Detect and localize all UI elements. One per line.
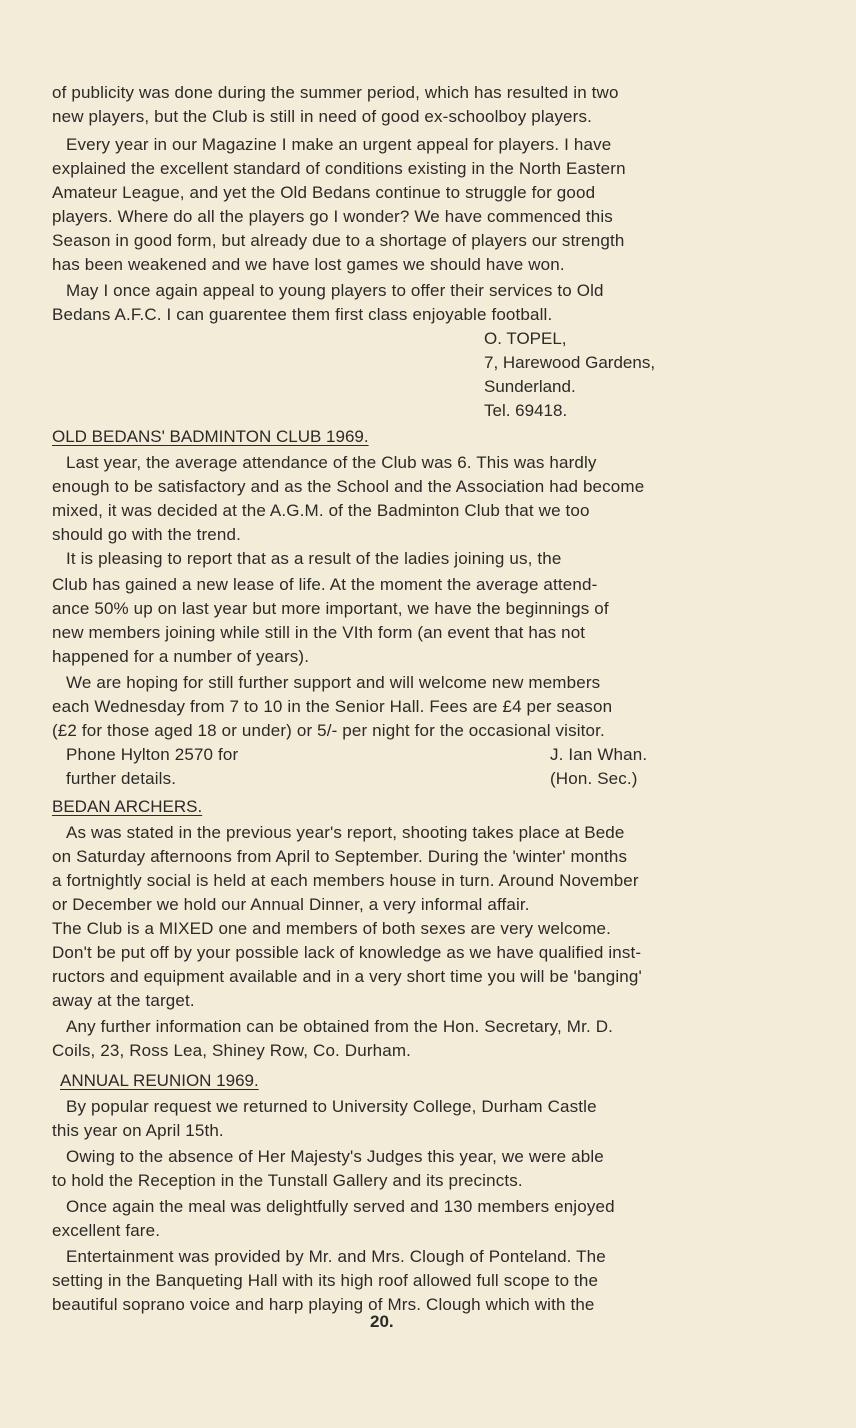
paragraph-line: should go with the trend. bbox=[52, 525, 241, 544]
paragraph-line: (£2 for those aged 18 or under) or 5/- per night for the occasional visitor. bbox=[52, 721, 605, 740]
paragraph-line: happened for a number of years). bbox=[52, 647, 310, 666]
paragraph-line: new members joining while still in the VIth form (an event that has not bbox=[52, 623, 586, 642]
secretary-title: (Hon. Sec.) bbox=[550, 769, 638, 788]
paragraph-line: away at the target. bbox=[52, 991, 195, 1010]
paragraph-line: or December we hold our Annual Dinner, a very informal affair. bbox=[52, 895, 530, 914]
paragraph-line: each Wednesday from 7 to 10 in the Senior Hall. Fees are £4 per season bbox=[52, 697, 613, 716]
page-number: 20. bbox=[370, 1312, 394, 1331]
paragraph-line: Don't be put off by your possible lack of knowledge as we have qualified inst- bbox=[52, 943, 642, 962]
paragraph-line: Bedans A.F.C. I can guarentee them first class enjoyable football. bbox=[52, 305, 553, 324]
paragraph-line: Club has gained a new lease of life. At the moment the average attend- bbox=[52, 575, 598, 594]
paragraph-line: Every year in our Magazine I make an urgent appeal for players. I have bbox=[66, 135, 612, 154]
contact-details: further details. bbox=[66, 769, 177, 788]
paragraph-line: to hold the Reception in the Tunstall Gallery and its precincts. bbox=[52, 1171, 523, 1190]
paragraph-line: new players, but the Club is still in need of good ex-schoolboy players. bbox=[52, 107, 592, 126]
paragraph-line: of publicity was done during the summer period, which has resulted in two bbox=[52, 83, 619, 102]
paragraph-line: Season in good form, but already due to a shortage of players our strength bbox=[52, 231, 625, 250]
section-heading: ANNUAL REUNION 1969. bbox=[60, 1071, 259, 1090]
paragraph-line: players. Where do all the players go I wonder? We have commenced this bbox=[52, 207, 613, 226]
paragraph-line: enough to be satisfactory and as the School and the Association had become bbox=[52, 477, 645, 496]
paragraph-line: Amateur League, and yet the Old Bedans continue to struggle for good bbox=[52, 183, 596, 202]
paragraph-line: on Saturday afternoons from April to September. During the 'winter' months bbox=[52, 847, 628, 866]
signature-name: O. TOPEL, bbox=[484, 329, 567, 348]
paragraph-line: Last year, the average attendance of the Club was 6. This was hardly bbox=[66, 453, 597, 472]
secretary-name: J. Ian Whan. bbox=[550, 745, 648, 764]
paragraph-line: explained the excellent standard of conditions existing in the North Eastern bbox=[52, 159, 626, 178]
paragraph-line: By popular request we returned to University College, Durham Castle bbox=[66, 1097, 597, 1116]
paragraph-line: Owing to the absence of Her Majesty's Judges this year, we were able bbox=[66, 1147, 604, 1166]
paragraph-line: a fortnightly social is held at each members house in turn. Around November bbox=[52, 871, 639, 890]
paragraph-line: As was stated in the previous year's report, shooting takes place at Bede bbox=[66, 823, 625, 842]
contact-phone: Phone Hylton 2570 for bbox=[66, 745, 239, 764]
paragraph-line: setting in the Banqueting Hall with its high roof allowed full scope to the bbox=[52, 1271, 599, 1290]
paragraph-line: Entertainment was provided by Mr. and Mrs. Clough of Ponteland. The bbox=[66, 1247, 606, 1266]
paragraph-line: Coils, 23, Ross Lea, Shiney Row, Co. Durham. bbox=[52, 1041, 412, 1060]
paragraph-line: ance 50% up on last year but more important, we have the beginnings of bbox=[52, 599, 609, 618]
signature-town: Sunderland. bbox=[484, 377, 576, 396]
paragraph-line: mixed, it was decided at the A.G.M. of the Badminton Club that we too bbox=[52, 501, 590, 520]
paragraph-line: We are hoping for still further support and will welcome new members bbox=[66, 673, 601, 692]
signature-phone: Tel. 69418. bbox=[484, 401, 568, 420]
paragraph-line: has been weakened and we have lost games we should have won. bbox=[52, 255, 565, 274]
paragraph-line: The Club is a MIXED one and members of both sexes are very welcome. bbox=[52, 919, 612, 938]
paragraph-line: May I once again appeal to young players to offer their services to Old bbox=[66, 281, 604, 300]
paragraph-line: It is pleasing to report that as a result of the ladies joining us, the bbox=[66, 549, 562, 568]
section-heading: OLD BEDANS' BADMINTON CLUB 1969. bbox=[52, 427, 369, 446]
section-heading: BEDAN ARCHERS. bbox=[52, 797, 203, 816]
paragraph-line: ructors and equipment available and in a very short time you will be 'banging' bbox=[52, 967, 642, 986]
signature-address: 7, Harewood Gardens, bbox=[484, 353, 656, 372]
paragraph-line: Once again the meal was delightfully served and 130 members enjoyed bbox=[66, 1197, 615, 1216]
paragraph-line: excellent fare. bbox=[52, 1221, 161, 1240]
paragraph-line: beautiful soprano voice and harp playing of Mrs. Clough which with the bbox=[52, 1295, 595, 1314]
paragraph-line: Any further information can be obtained from the Hon. Secretary, Mr. D. bbox=[66, 1017, 614, 1036]
paragraph-line: this year on April 15th. bbox=[52, 1121, 224, 1140]
